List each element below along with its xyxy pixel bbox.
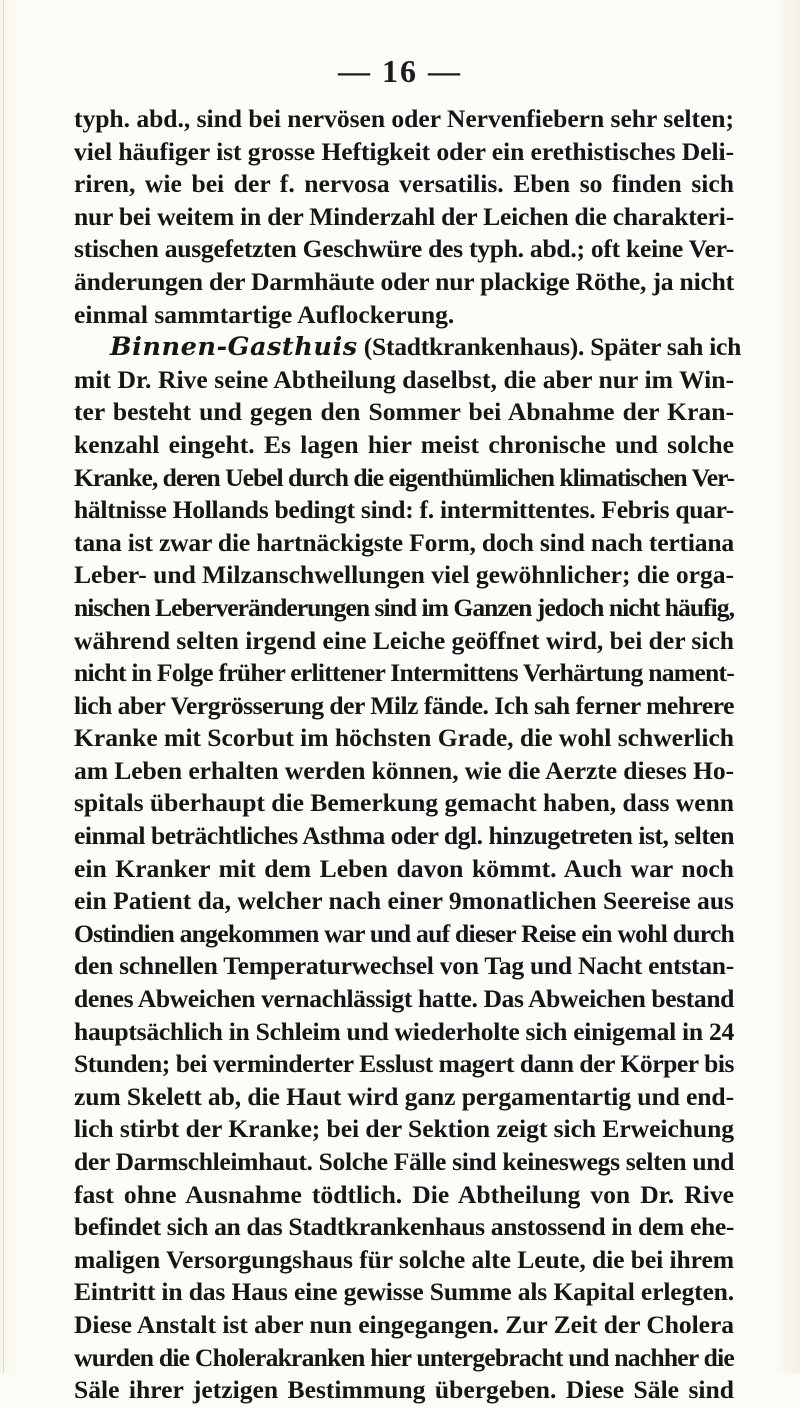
text-line: den schnellen Temperaturwechsel von Tag und Nacht entstan- — [74, 951, 734, 981]
text-line: riren, wie bei der f. nervosa versatilis. Eben so finden sich — [74, 169, 734, 199]
section-heading-rest: (Stadtkrankenhaus). Später sah ich — [357, 332, 742, 362]
text-line: nur bei weitem in der Minderzahl der Leichen die charakteri- — [74, 201, 734, 231]
text-line: Leber- und Milzanschwellungen viel gewöhnlicher; die orga- — [74, 560, 734, 590]
text-line: der Darmschleimhaut. Solche Fälle sind keineswegs selten und — [74, 1147, 734, 1176]
text-line: Kranke, deren Uebel durch die eigenthümlichen klimatischen Ver- — [74, 462, 734, 492]
text-line: kenzahl eingeht. Es lagen hier meist chronische und solche — [74, 429, 734, 459]
body-text — [74, 103, 742, 1407]
text-line: mit Dr. Rive seine Abtheilung daselbst, die aber nur im Win- — [74, 364, 734, 394]
text-line: tana ist zwar die hartnäckigste Form, doch sind nach tertiana — [74, 527, 734, 557]
text-line: zum Skelett ab, die Haut wird ganz pergamentartig und end- — [74, 1081, 734, 1111]
text-line: lich stirbt der Kranke; bei der Sektion zeigt sich Erweichung — [74, 1114, 734, 1144]
page-number: — 16 — — [338, 53, 462, 89]
text-line: maligen Versorgungshaus für solche alte Leute, die bei ihrem — [74, 1244, 734, 1274]
text-line: einmal beträchtliches Asthma oder dgl. hinzugetreten ist, selten — [74, 821, 734, 851]
text-line: am Leben erhalten werden können, wie die Aerzte dieses Ho- — [74, 755, 734, 785]
text-line: nischen Leberveränderungen sind im Ganzen jedoch nicht häufig, — [74, 592, 734, 622]
text-line: typh. abd., sind bei nervösen oder Nervenfiebern sehr selten; — [74, 104, 734, 133]
text-line: wurden die Cholerakranken hier untergebracht und nachher die — [74, 1342, 734, 1372]
text-line: viel häufiger ist grosse Heftigkeit oder ein erethistisches Deli- — [74, 136, 734, 166]
text-line: änderungen der Darmhäute oder nur plackige Röthe, ja nicht — [74, 266, 734, 296]
text-line: während selten irgend eine Leiche geöffnet wird, bei der sich — [74, 625, 734, 655]
text-line: spitals überhaupt die Bemerkung gemacht haben, dass wenn — [74, 788, 734, 818]
text-line: Stunden; bei verminderter Esslust magert dann der Körper bis — [74, 1049, 734, 1079]
section-heading-line — [74, 331, 742, 364]
text-line: Kranke mit Scorbut im höchsten Grade, die wohl schwerlich — [74, 723, 734, 753]
text-line: ein Patient da, welcher nach einer 9monatlichen Seereise aus — [74, 886, 734, 916]
text-line: Eintritt in das Haus eine gewisse Summe als Kapital erlegten. — [74, 1277, 734, 1307]
text-line: Diese Anstalt ist aber nun eingegangen. Zur Zeit der Cholera — [74, 1309, 734, 1339]
text-line: befindet sich an das Stadtkrankenhaus anstossend in dem ehe- — [74, 1212, 734, 1242]
text-line: fast ohne Ausnahme tödtlich. Die Abtheilung von Dr. Rive — [74, 1179, 734, 1209]
text-line: Säle ihrer jetzigen Bestimmung übergeben. Diese Säle sind — [74, 1375, 734, 1405]
text-line: Ostindien angekommen war und auf dieser Reise ein wohl durch — [74, 918, 734, 948]
page-edge — [3, 0, 4, 1373]
text-line: hauptsächlich in Schleim und wiederholte sich einigemal in 24 — [74, 1016, 734, 1046]
section-heading: Binnen-Gasthuis — [110, 332, 358, 363]
text-line: ein Kranker mit dem Leben davon kömmt. Auch war noch — [74, 853, 734, 883]
text-line: denes Abweichen vernachlässigt hatte. Das Abweichen bestand — [74, 984, 734, 1014]
text-line: nicht in Folge früher erlittener Intermittens Verhärtung nament- — [74, 658, 734, 688]
text-line: hältnisse Hollands bedingt sind: f. intermittentes. Febris quar- — [74, 495, 734, 525]
text-line: stischen ausgefetzten Geschwüre des typh. abd.; oft keine Ver- — [74, 234, 734, 264]
text-line: ter besteht und gegen den Sommer bei Abnahme der Kran- — [74, 397, 734, 427]
text-line: lich aber Vergrösserung der Milz fände. Ich sah ferner mehrere — [74, 690, 734, 720]
text-line: einmal sammtartige Auflockerung. — [74, 299, 455, 329]
